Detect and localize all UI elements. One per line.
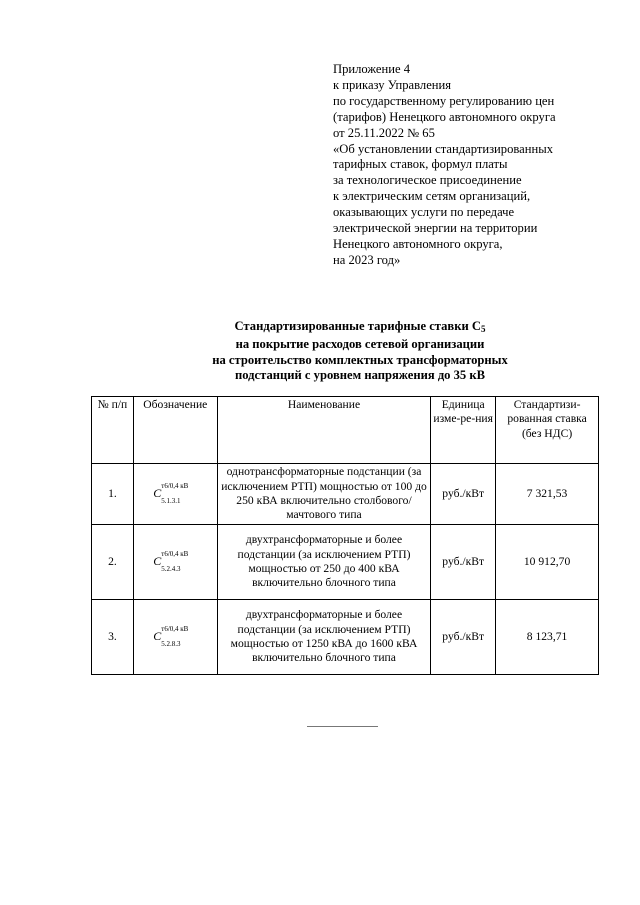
title-line-3: на строительство комплектных трансформаторных <box>212 352 508 367</box>
row-unit: руб./кВт <box>431 600 496 675</box>
row-rate: 7 321,53 <box>496 464 599 525</box>
annex-line: тарифных ставок, формул платы <box>333 157 508 172</box>
row-symbol <box>133 464 217 525</box>
symbol-subscript: 5.1.3.1 <box>161 497 181 506</box>
header-unit: Единица изме-ре-ния <box>431 397 496 464</box>
symbol-base: C <box>153 486 162 501</box>
row-name: двухтрансформаторные и более подстанции (за исключением РТП) мощностью от 250 до 400 кВА включительно блочного типа <box>217 525 430 600</box>
annex-header <box>333 62 623 269</box>
annex-line: оказывающих услуги по передаче <box>333 205 515 220</box>
symbol-base: C <box>153 554 162 569</box>
row-unit: руб./кВт <box>431 464 496 525</box>
annex-line: по государственному регулированию цен <box>333 93 555 108</box>
symbol-superscript: т6/0,4 кВ <box>161 482 189 491</box>
rate-symbol <box>153 550 197 574</box>
annex-line: от 25.11.2022 № 65 <box>333 125 435 140</box>
title-line-2: на покрытие расходов сетевой организации <box>235 337 485 352</box>
closing-rule <box>307 726 378 727</box>
symbol-base: C <box>153 629 162 644</box>
header-symbol: Обозначение <box>133 397 217 464</box>
symbol-superscript: т6/0,4 кВ <box>161 550 189 559</box>
document-title <box>0 319 640 384</box>
annex-line: Ненецкого автономного округа, <box>333 236 503 251</box>
rates-table <box>91 396 599 675</box>
row-num: 3. <box>92 600 134 675</box>
header-num: № п/п <box>92 397 134 464</box>
annex-line: Приложение 4 <box>333 62 411 76</box>
row-num: 2. <box>92 525 134 600</box>
title-line-4: подстанций с уровнем напряжения до 35 кВ <box>234 368 486 383</box>
title-line-1 <box>0 319 640 337</box>
row-unit: руб./кВт <box>431 525 496 600</box>
rate-symbol <box>153 625 197 649</box>
annex-line: «Об установлении стандартизированных <box>333 141 554 156</box>
table-row <box>92 600 599 675</box>
row-rate: 8 123,71 <box>496 600 599 675</box>
header-rate: Стандартизи-рованная ставка (без НДС) <box>496 397 599 464</box>
annex-line: за технологическое присоединение <box>333 173 522 188</box>
row-name: двухтрансформаторные и более подстанции (за исключением РТП) мощностью от 1250 кВА до 1600 кВА включительно блочного типа <box>217 600 430 675</box>
title-subscript: 5 <box>480 324 486 334</box>
annex-line: на 2023 год» <box>333 252 401 267</box>
table-row <box>92 464 599 525</box>
row-symbol <box>133 525 217 600</box>
symbol-superscript: т6/0,4 кВ <box>161 625 189 634</box>
annex-line: к электрическим сетям организаций, <box>333 189 531 204</box>
row-name: однотрансформаторные подстанции (за исключением РТП) мощностью от 100 до 250 кВА включительно столбового/мачтового типа <box>217 464 430 525</box>
row-num: 1. <box>92 464 134 525</box>
annex-line: электрической энергии на территории <box>333 221 538 236</box>
table-header-row <box>92 397 599 464</box>
row-rate: 10 912,70 <box>496 525 599 600</box>
symbol-subscript: 5.2.4.3 <box>161 565 181 574</box>
title-main: Стандартизированные тарифные ставки С <box>234 319 481 333</box>
annex-line: (тарифов) Ненецкого автономного округа <box>333 109 556 124</box>
rate-symbol <box>153 482 197 506</box>
table-row <box>92 525 599 600</box>
symbol-subscript: 5.2.8.3 <box>161 640 181 649</box>
annex-line: к приказу Управления <box>333 77 452 92</box>
header-name: Наименование <box>217 397 430 464</box>
row-symbol <box>133 600 217 675</box>
